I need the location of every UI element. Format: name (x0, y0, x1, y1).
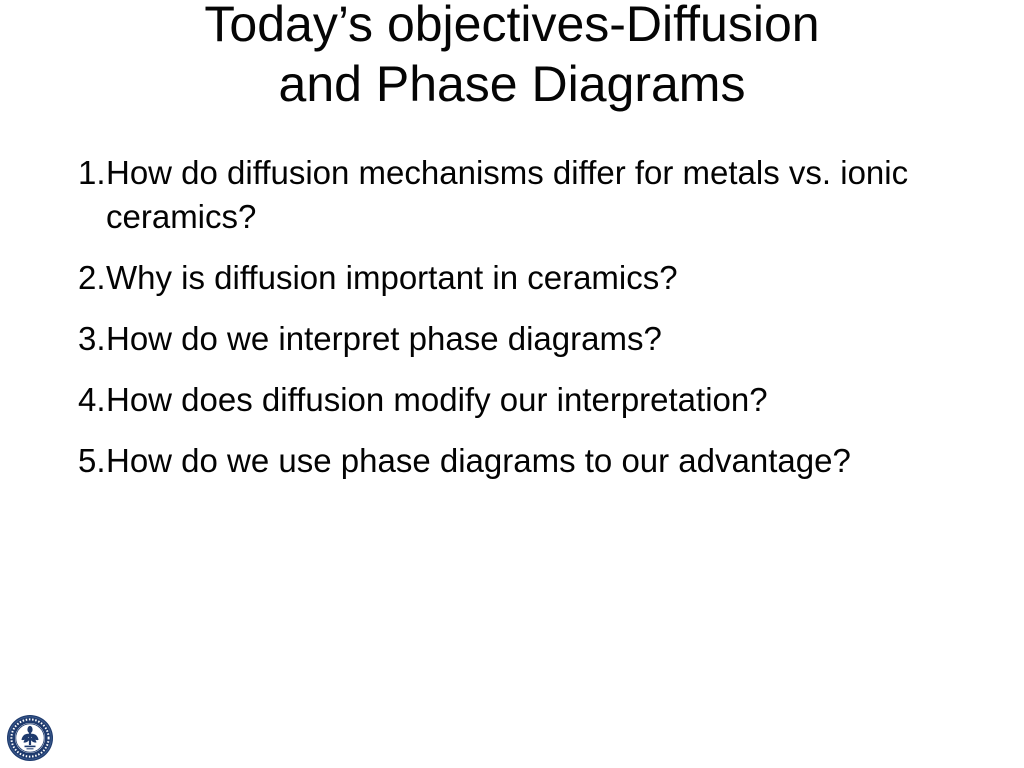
objective-text: How do we use phase diagrams to our advantage? (106, 442, 851, 479)
slide-title-line2: and Phase Diagrams (278, 56, 746, 112)
objective-item (78, 256, 966, 300)
objective-number: 3. (78, 320, 106, 357)
objective-item (78, 378, 966, 422)
objective-item (78, 151, 966, 239)
objective-number: 2. (78, 259, 106, 296)
objective-item (78, 317, 966, 361)
objective-text: How does diffusion modify our interpretation? (106, 381, 768, 418)
slide-title (0, 0, 1024, 114)
objective-text: Why is diffusion important in ceramics? (106, 259, 678, 296)
objective-number: 5. (78, 442, 106, 479)
objective-text: How do we interpret phase diagrams? (106, 320, 662, 357)
university-seal-icon (6, 714, 54, 762)
slide-title-line1: Today’s objectives-Diffusion (204, 0, 820, 52)
objective-number: 4. (78, 381, 106, 418)
objective-item (78, 439, 966, 483)
objective-text: How do diffusion mechanisms differ for metals vs. ionic ceramics? (106, 154, 909, 235)
objective-number: 1. (78, 154, 106, 191)
objectives-list (78, 151, 966, 500)
